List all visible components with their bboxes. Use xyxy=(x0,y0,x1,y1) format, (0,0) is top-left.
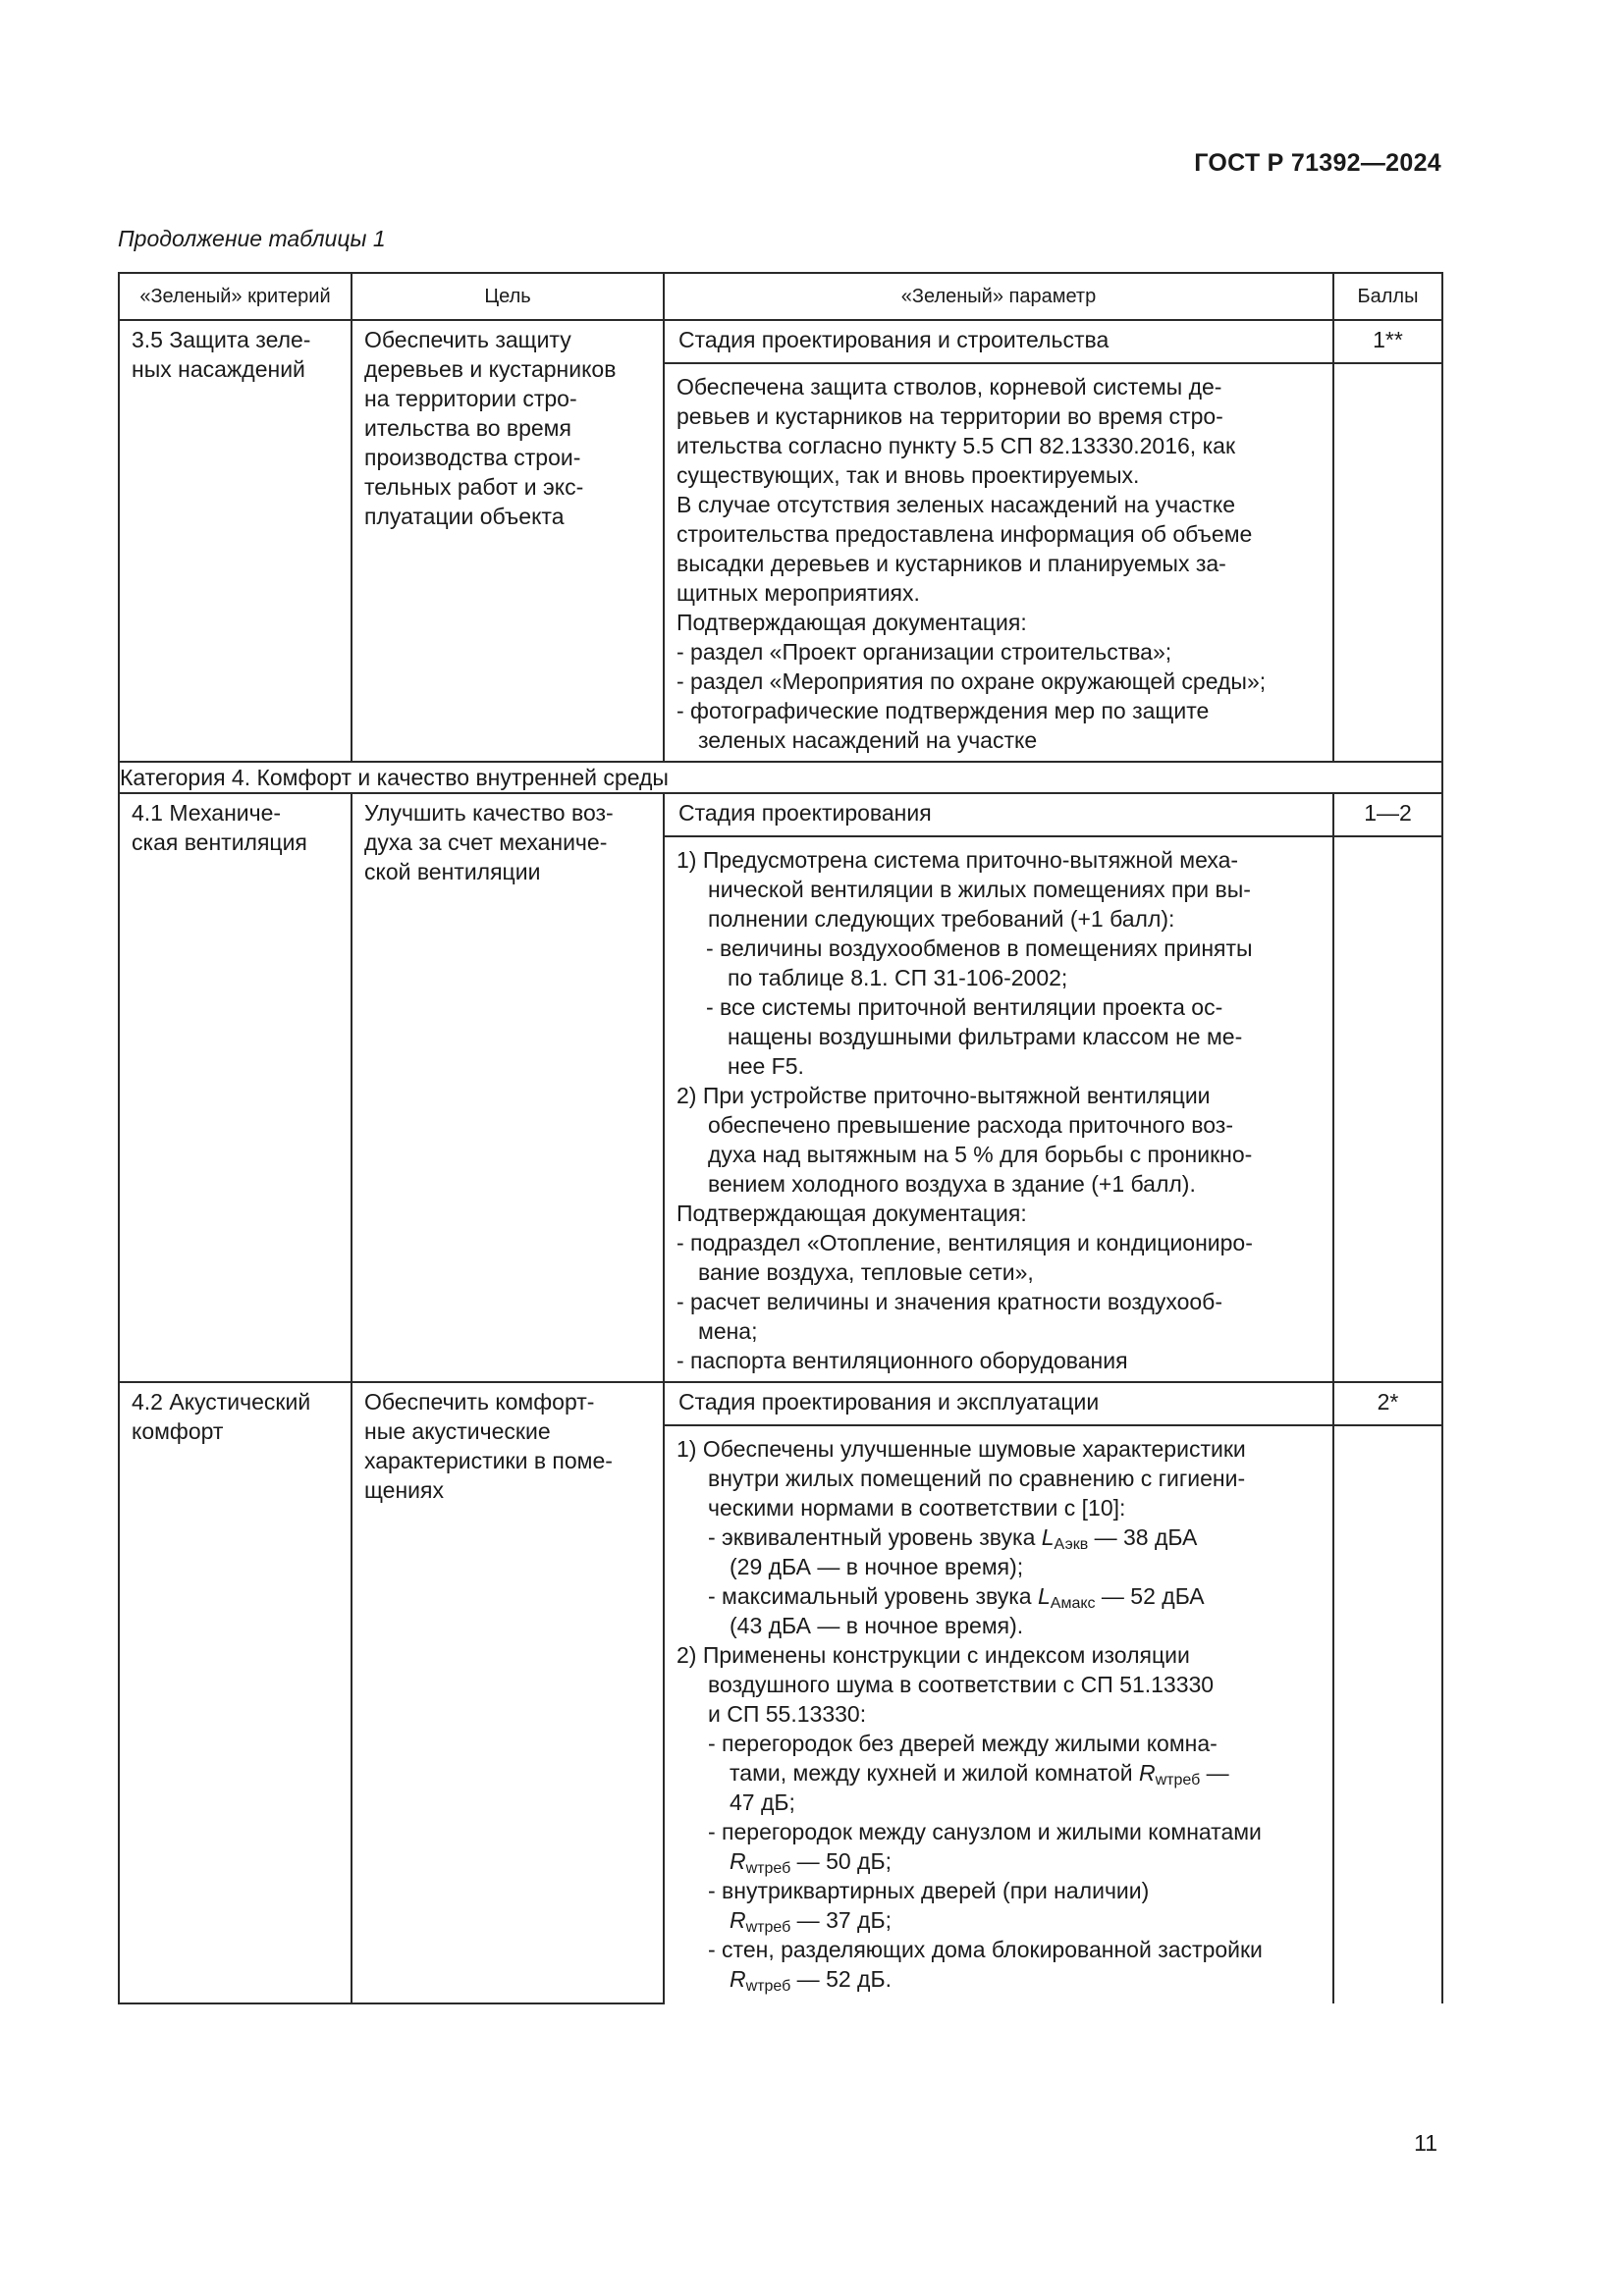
symbol-L: L xyxy=(1037,1583,1051,1609)
symbol-subscript: wтреб xyxy=(745,1978,791,1995)
symbol-subscript: wтреб xyxy=(1155,1772,1201,1789)
table-header-row xyxy=(119,273,1442,320)
subitem-text: - стен, разделяющих дома блокированной застройки xyxy=(708,1937,1263,1962)
docs-item: - раздел «Мероприятия по охране окружающей среды»; xyxy=(677,668,1267,694)
table-caption: Продолжение таблицы 1 xyxy=(118,226,386,251)
parameter-subitem xyxy=(677,1935,1321,1994)
column-header-goal: Цель xyxy=(352,273,664,320)
subitem-value: — 50 дБ; xyxy=(790,1848,892,1874)
parameter-subitem-continuation: (43 дБА — в ночное время). xyxy=(730,1613,1024,1638)
parameter-text: Обеспечена защита стволов, корневой системы де- ревьев и кустарников на территории во время стро- ительства согласно пункту 5.5 СП 82.13330.2016, как существующих, так и вновь проектируемых. xyxy=(677,374,1236,488)
parameter-item: 1) Предусмотрена система приточно-вытяжной меха- нической вентиляции в жилых помещениях при вы- полнении следующих требований (+1 балл): xyxy=(677,847,1251,932)
parameter-subitem-continuation: (29 дБА — в ночное время); xyxy=(730,1554,1024,1579)
parameter-cell xyxy=(665,1426,1332,2003)
parameter-cell xyxy=(665,837,1332,1381)
parameter-subitem: - все системы приточной вентиляции проекта ос- нащены воздушными фильтрами классом не ме- нее F5. xyxy=(706,994,1243,1079)
points-divider xyxy=(1334,1424,1441,1426)
symbol-R: R xyxy=(730,1966,746,1992)
parameter-item: 1) Обеспечены улучшенные шумовые характеристики внутри жилых помещений по сравнению с гигиени- ческими нормами в соответствии с [10]: xyxy=(677,1436,1246,1521)
page-number: 11 xyxy=(1414,2130,1437,2156)
symbol-subscript: wтреб xyxy=(745,1860,791,1877)
docs-item: - паспорта вентиляционного оборудования xyxy=(677,1348,1128,1373)
stage-label: Стадия проектирования и строительства xyxy=(678,327,1110,352)
criterion-cell: 3.5 Защита зеле- ных насаждений xyxy=(132,327,311,382)
column-header-parameter: «Зеленый» параметр xyxy=(664,273,1333,320)
column-header-criterion: «Зеленый» критерий xyxy=(119,273,352,320)
parameter-subitem xyxy=(677,1581,1321,1611)
points-value: 2* xyxy=(1377,1389,1399,1415)
goal-cell: Улучшить качество воз- духа за счет механиче- ской вентиляции xyxy=(364,800,614,884)
symbol-R: R xyxy=(730,1848,746,1874)
category-title: Категория 4. Комфорт и качество внутренней среды xyxy=(119,762,1442,793)
table-row xyxy=(119,1382,1442,1425)
subitem-value: — 37 дБ; xyxy=(790,1907,892,1933)
subitem-value: — 52 дБА xyxy=(1095,1583,1205,1609)
symbol-subscript: Аэкв xyxy=(1054,1536,1089,1553)
docs-title: Подтверждающая документация: xyxy=(677,610,1027,635)
stage-label: Стадия проектирования xyxy=(678,800,932,826)
column-header-points: Баллы xyxy=(1333,273,1442,320)
subitem-text: - перегородок между санузлом и жилыми комнатами xyxy=(708,1819,1262,1844)
symbol-subscript: Амакс xyxy=(1050,1595,1096,1612)
symbol-L: L xyxy=(1041,1524,1055,1550)
document-id: ГОСТ Р 71392—2024 xyxy=(1194,149,1441,177)
docs-item: - расчет величины и значения кратности воздухооб- мена; xyxy=(677,1289,1223,1344)
points-value: 1—2 xyxy=(1364,800,1412,826)
symbol-R: R xyxy=(1139,1760,1156,1786)
parameter-subitem xyxy=(677,1876,1321,1935)
symbol-subscript: wтреб xyxy=(745,1919,791,1936)
stage-label: Стадия проектирования и эксплуатации xyxy=(678,1389,1100,1415)
parameter-subitem xyxy=(677,1817,1321,1876)
points-divider xyxy=(1334,362,1441,364)
docs-title: Подтверждающая документация: xyxy=(677,1201,1027,1226)
docs-item: - раздел «Проект организации строительства»; xyxy=(677,639,1172,665)
docs-item: - подраздел «Отопление, вентиляция и кондициониро- вание воздуха, тепловые сети», xyxy=(677,1230,1253,1285)
points-divider xyxy=(1334,835,1441,837)
parameter-item: 2) При устройстве приточно-вытяжной вентиляции обеспечено превышение расхода приточного воз- духа над вытяжным на 5 % для борьбы с проникно- вением холодного воздуха в здание (+1 балл). xyxy=(677,1083,1253,1197)
parameter-cell xyxy=(665,364,1332,761)
subitem-value: — 38 дБА xyxy=(1088,1524,1198,1550)
criterion-cell: 4.1 Механиче- ская вентиляция xyxy=(132,800,307,855)
parameter-item: 2) Применены конструкции с индексом изоляции воздушного шума в соответствии с СП 51.13330 и СП 55.13330: xyxy=(677,1642,1215,1727)
subitem-text: - эквивалентный уровень звука xyxy=(708,1524,1042,1550)
table-row xyxy=(119,320,1442,363)
docs-item: - фотографические подтверждения мер по защите зеленых насаждений на участке xyxy=(677,698,1210,753)
subitem-text: - внутриквартирных дверей (при наличии) xyxy=(708,1878,1150,1903)
table-row xyxy=(119,793,1442,836)
symbol-R: R xyxy=(730,1907,746,1933)
parameter-subitem xyxy=(677,1522,1321,1552)
category-row xyxy=(119,762,1442,793)
goal-cell: Обеспечить защиту деревьев и кустарников на территории стро- ительства во время производства строи- тельных работ и экс- плуатации объекта xyxy=(364,327,617,529)
subitem-value: — 47 дБ; xyxy=(730,1760,1229,1815)
criterion-cell: 4.2 Акустический комфорт xyxy=(132,1389,311,1444)
parameter-subitem: - величины воздухообменов в помещениях приняты по таблице 8.1. СП 31-106-2002; xyxy=(706,935,1253,990)
criteria-table xyxy=(118,272,1443,2004)
parameter-subitem xyxy=(677,1729,1321,1817)
subitem-value: — 52 дБ. xyxy=(790,1966,892,1992)
subitem-text: - максимальный уровень звука xyxy=(708,1583,1038,1609)
points-value: 1** xyxy=(1373,327,1403,352)
parameter-text: В случае отсутствия зеленых насаждений на участке строительства предоставлена информация об объеме высадки деревьев и кустарников и планируемых за- щитных мероприятиях. xyxy=(677,492,1253,606)
subitem-text: - перегородок без дверей между жилыми комна- тами, между кухней и жилой комнатой xyxy=(708,1731,1218,1786)
goal-cell: Обеспечить комфорт- ные акустические характеристики в поме- щениях xyxy=(364,1389,613,1503)
